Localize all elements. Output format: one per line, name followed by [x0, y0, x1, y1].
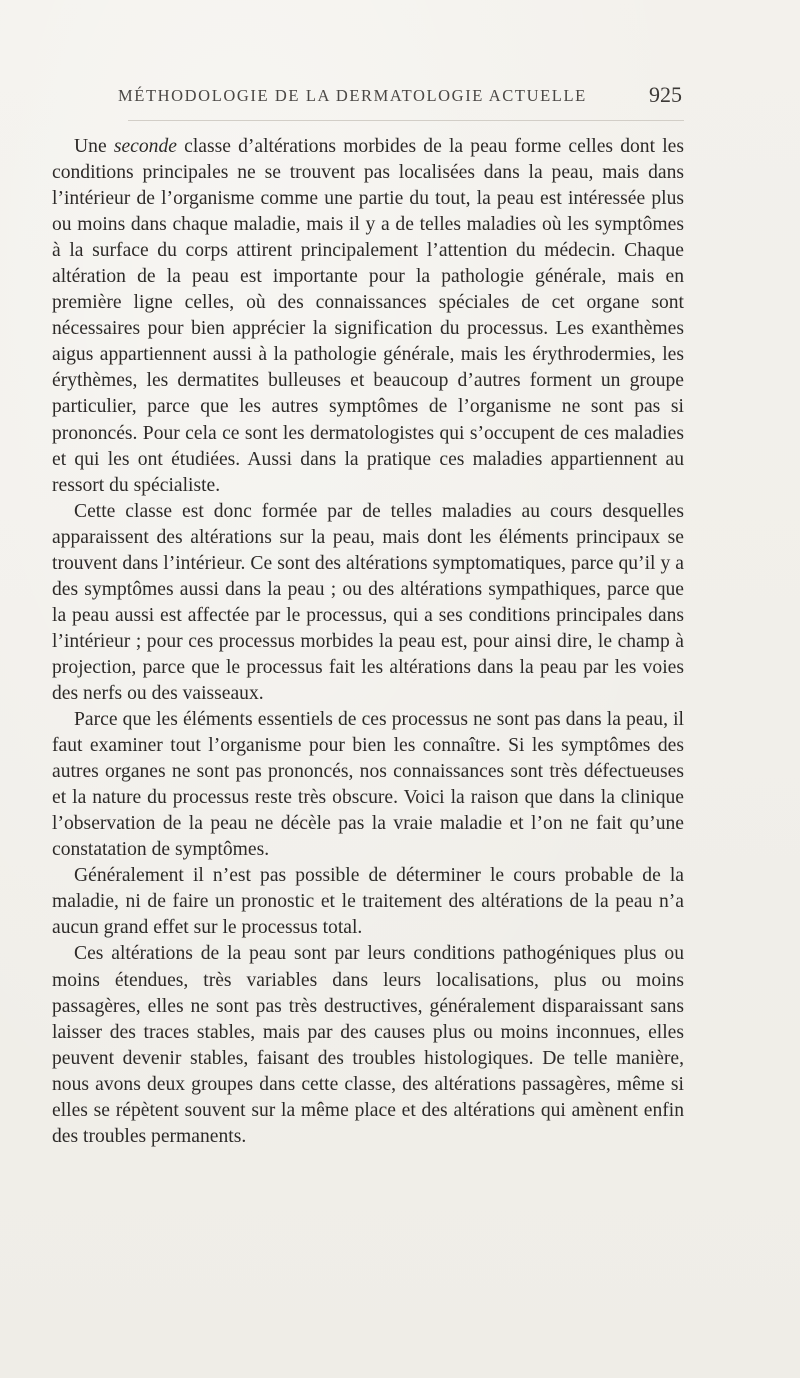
paragraph-1 — [52, 134, 684, 499]
paragraph-1-lead: Une — [74, 136, 114, 157]
paragraph-1-text: classe d’altérations morbides de la peau forme celles dont les conditions principales ne se trouvent pas localisées dans la peau, mais dans l’intérieur de l’organisme comme une partie du tout, la peau est intéressée plus ou moins dans chaque maladie, mais il y a de telles maladies où les symptômes à la surface du corps attirent principalement l’attention du médecin. Chaque altération de la peau est importante pour la pathologie générale, mais en première ligne celles, où des connaissances spéciales de cet organe sont nécessaires pour bien apprécier la signification du processus. Les exanthèmes aigus appartiennent aussi à la pathologie générale, mais les érythrodermies, les érythèmes, les dermatites bulleuses et beaucoup d’autres forment un groupe particulier, parce que les autres symptômes de l’organisme ne sont pas si prononcés. Pour cela ce sont les dermatologistes qui s’occupent de ces maladies et qui les ont étudiées. Aussi dans la pratique ces maladies appartiennent au ressort du spécialiste. — [52, 136, 684, 496]
body-text — [52, 134, 684, 1150]
paragraph-3: Parce que les éléments essentiels de ces processus ne sont pas dans la peau, il faut examiner tout l’organisme pour bien les connaître. Si les symptômes des autres organes ne sont pas prononcés, nos connaissances sont très défectueuses et la nature du processus reste très obscure. Voici la raison que dans la clinique l’observation de la peau ne décèle pas la vraie maladie et l’on ne fait qu’une constatation de symptômes. — [52, 709, 684, 861]
paragraph-2: Cette classe est donc formée par de telles maladies au cours desquelles apparaissent des altérations sur la peau, mais dont les éléments principaux se trouvent dans l’intérieur. Ce sont des altérations symptomatiques, parce qu’il y a des symptômes aussi dans la peau ; ou des altérations sympathiques, parce que la peau aussi est affectée par le processus, qui a ses conditions principales dans l’intérieur ; pour ces processus morbides la peau est, pour ainsi dire, le champ à projection, parce que le processus fait les altérations dans la peau par les voies des nerfs ou des vaisseaux. — [52, 500, 684, 704]
header-rule — [128, 120, 684, 121]
page-header — [118, 82, 684, 112]
running-head: MÉTHODOLOGIE DE LA DERMATOLOGIE ACTUELLE — [118, 86, 587, 105]
paragraph-4: Généralement il n’est pas possible de déterminer le cours probable de la maladie, ni de faire un pronostic et le traitement des altérations de la peau n’a aucun grand effet sur le processus total. — [52, 865, 684, 939]
paragraph-5: Ces altérations de la peau sont par leurs conditions pathogéniques plus ou moins étendues, très variables dans leurs localisations, plus ou moins passagères, elles ne sont pas très destructives, généralement disparaissant sans laisser des traces stables, mais par des causes plus ou moins inconnues, elles peuvent devenir stables, faisant des troubles histologiques. De telle manière, nous avons deux groupes dans cette classe, des altérations passagères, même si elles se répètent souvent sur la même place et des altérations qui amènent enfin des troubles permanents. — [52, 943, 684, 1147]
emphasized-word: seconde — [113, 136, 177, 157]
page-number: 925 — [649, 82, 682, 107]
